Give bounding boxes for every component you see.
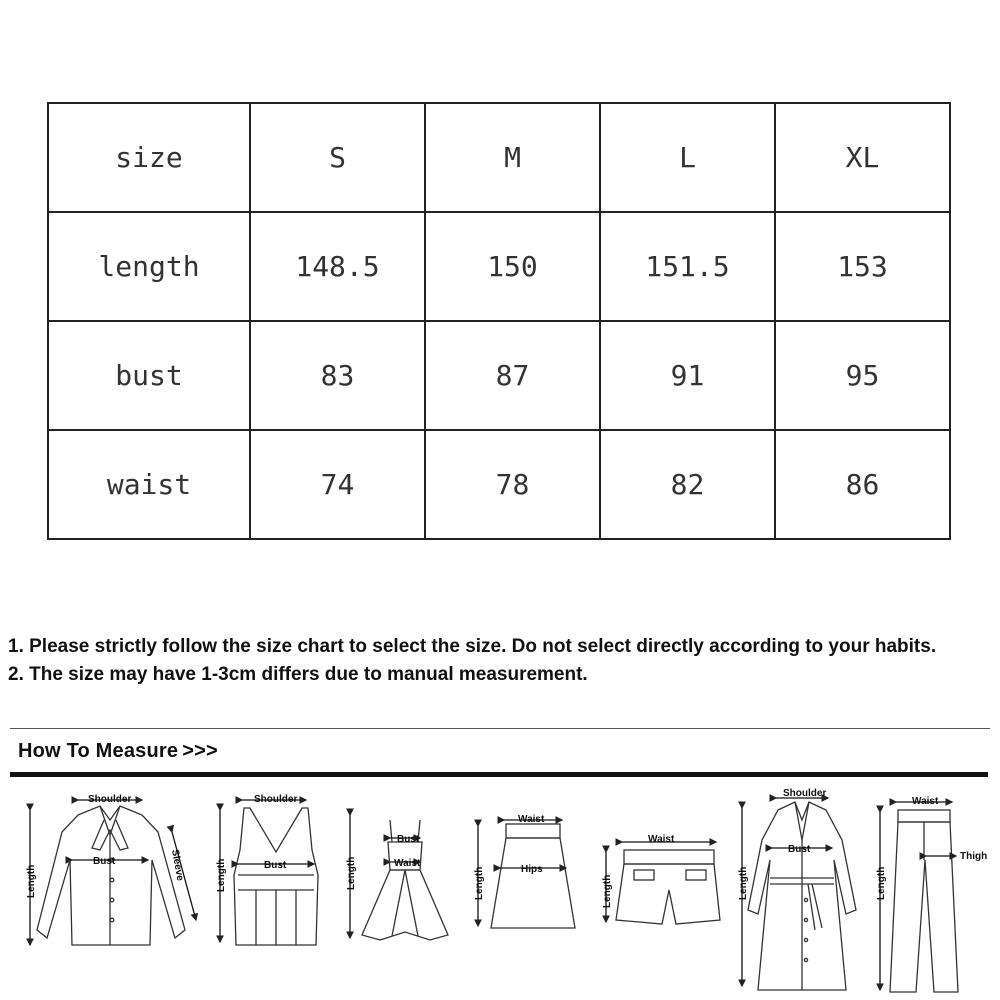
length-label: Length	[876, 866, 887, 900]
shoulder-label: Shoulder	[88, 794, 132, 805]
size-notes	[8, 633, 993, 689]
shorts-diagram	[606, 842, 720, 924]
table-header-cell: XL	[775, 103, 950, 212]
table-cell: 87	[425, 321, 600, 430]
table-header-cell: L	[600, 103, 775, 212]
table-cell: length	[48, 212, 250, 321]
how-to-measure-title: How To Measure	[18, 740, 179, 762]
table-row	[48, 212, 950, 321]
divider	[10, 728, 990, 729]
length-label: Length	[602, 874, 613, 908]
table-cell: 91	[600, 321, 775, 430]
table-header-row	[48, 103, 950, 212]
triple-chevron-icon: >>>	[182, 740, 218, 762]
table-cell: 150	[425, 212, 600, 321]
table-cell: 151.5	[600, 212, 775, 321]
length-label: Length	[474, 866, 485, 900]
waist-label: Waist	[648, 834, 675, 845]
how-to-measure-heading	[18, 740, 218, 763]
table-row	[48, 321, 950, 430]
table-cell: 82	[600, 430, 775, 539]
sleeve-label: Sleeve	[169, 848, 186, 882]
trench-coat-diagram	[742, 798, 856, 990]
size-chart-table	[47, 102, 951, 540]
table-header-cell: S	[250, 103, 425, 212]
length-label: Length	[216, 858, 227, 892]
bust-label: Bust	[788, 844, 811, 855]
trousers-diagram	[880, 802, 958, 992]
waist-label: Waist	[912, 796, 939, 807]
shoulder-label: Shoulder	[783, 788, 827, 799]
note-line-2: 2. The size may have 1-3cm differs due to manual measurement.	[8, 664, 588, 685]
table-row	[48, 430, 950, 539]
note-line-1: 1. Please strictly follow the size chart to select the size. Do not select directly according to your habits.	[8, 636, 937, 657]
heading-underline	[10, 772, 988, 777]
table-cell: 74	[250, 430, 425, 539]
table-cell: 83	[250, 321, 425, 430]
table-cell: 86	[775, 430, 950, 539]
table-cell: 95	[775, 321, 950, 430]
waist-label: Waist	[394, 858, 421, 869]
length-label: Length	[26, 864, 37, 898]
length-label: Length	[738, 866, 749, 900]
waist-label: Waist	[518, 814, 545, 825]
hips-label: Hips	[521, 864, 543, 875]
table-cell: 148.5	[250, 212, 425, 321]
bust-label: Bust	[264, 860, 287, 871]
bust-label: Bust	[93, 856, 116, 867]
shoulder-label: Shoulder	[254, 794, 298, 805]
bust-label: Bust	[397, 834, 420, 845]
table-cell: bust	[48, 321, 250, 430]
table-header-cell: M	[425, 103, 600, 212]
table-cell: waist	[48, 430, 250, 539]
length-label: Length	[346, 856, 357, 890]
table-header-cell: size	[48, 103, 250, 212]
measurement-diagrams	[0, 780, 1000, 1000]
table-cell: 153	[775, 212, 950, 321]
blouse-diagram	[30, 800, 196, 945]
thigh-label: Thigh	[960, 851, 988, 862]
tank-top-diagram	[220, 800, 318, 945]
table-cell: 78	[425, 430, 600, 539]
